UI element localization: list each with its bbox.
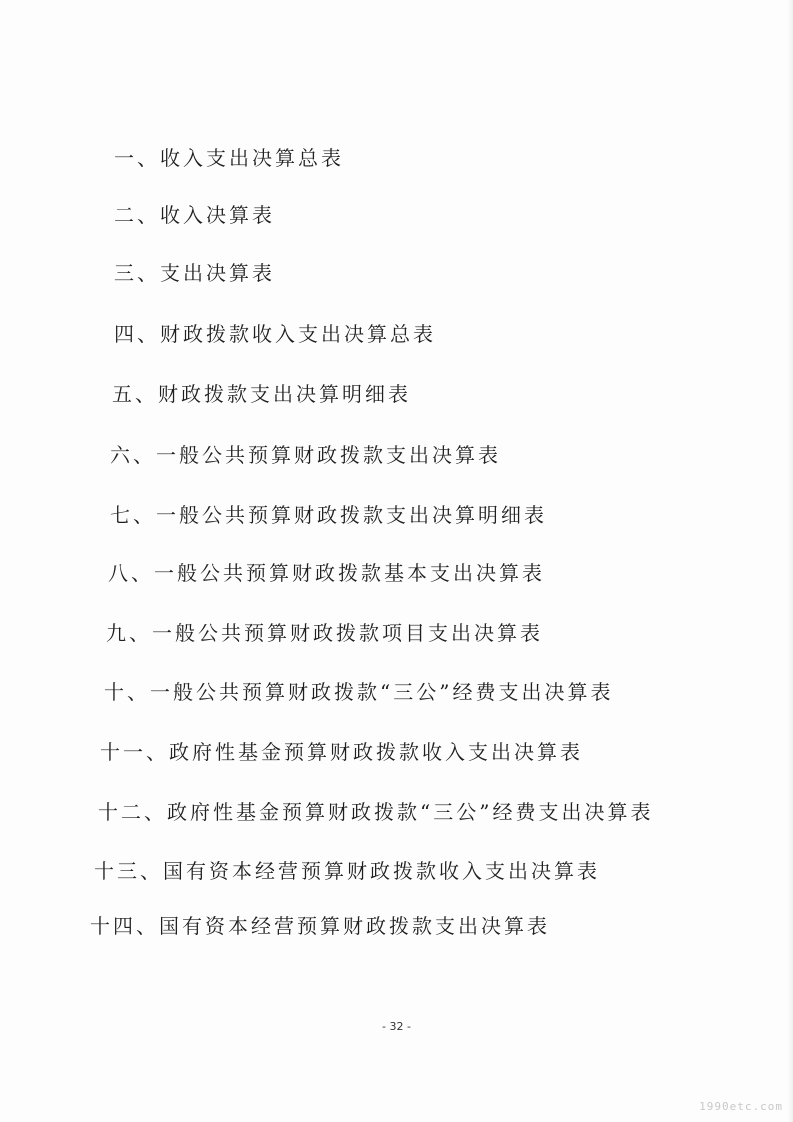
list-item: 十一、政府性基金预算财政拨款收入支出决算表 [100, 740, 583, 764]
list-item: 十、一般公共预算财政拨款“三公”经费支出决算表 [104, 680, 614, 704]
list-item: 二、收入决算表 [114, 203, 275, 227]
list-item: 八、一般公共预算财政拨款基本支出决算表 [108, 561, 545, 585]
watermark: 1990etc.com [699, 1100, 783, 1113]
list-item: 十二、政府性基金预算财政拨款“三公”经费支出决算表 [98, 800, 654, 824]
list-item: 十四、国有资本经营预算财政拨款支出决算表 [90, 914, 550, 938]
list-item: 七、一般公共预算财政拨款支出决算明细表 [110, 503, 547, 527]
page-number: - 32 - [382, 1020, 411, 1033]
list-item: 三、支出决算表 [114, 261, 275, 285]
list-item: 五、财政拨款支出决算明细表 [112, 382, 411, 406]
list-item: 四、财政拨款收入支出决算总表 [114, 322, 436, 346]
list-item: 九、一般公共预算财政拨款项目支出决算表 [106, 621, 543, 645]
list-item: 一、收入支出决算总表 [114, 146, 344, 170]
list-item: 十三、国有资本经营预算财政拨款收入支出决算表 [94, 859, 600, 883]
list-item: 六、一般公共预算财政拨款支出决算表 [110, 443, 501, 467]
